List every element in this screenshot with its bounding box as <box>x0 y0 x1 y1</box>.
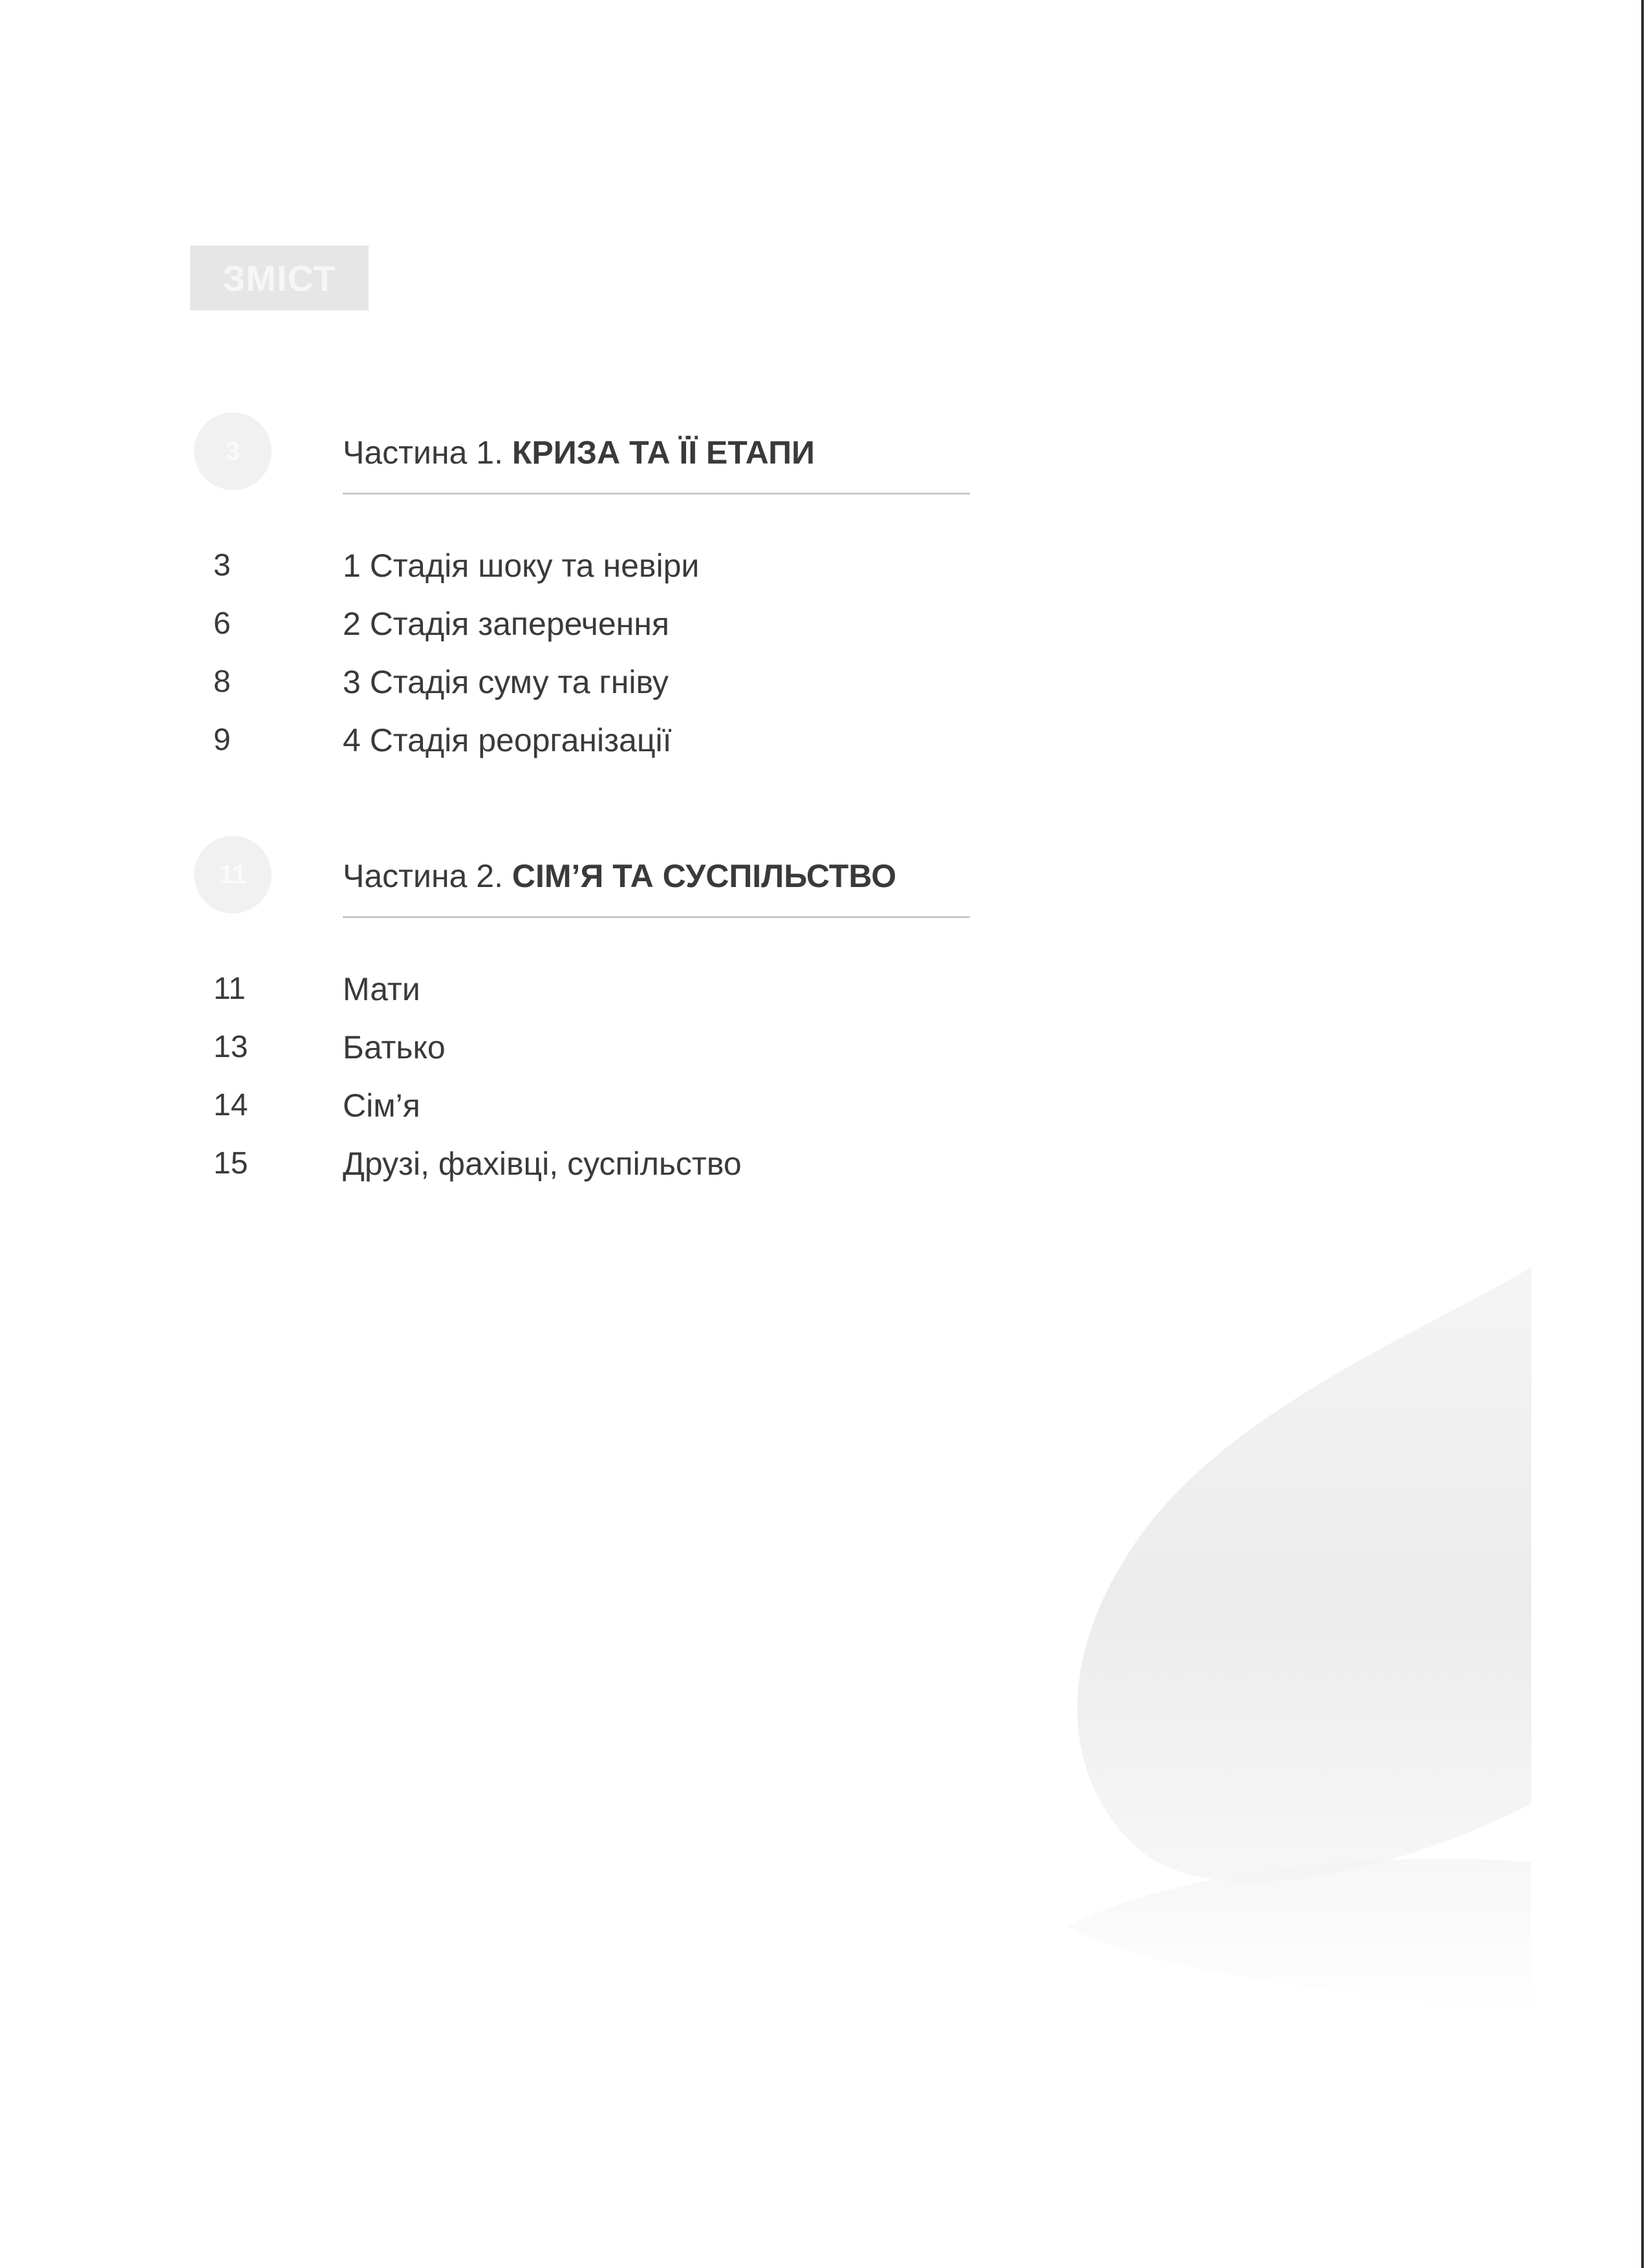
toc-entry-list <box>0 960 1649 1193</box>
toc-entry[interactable] <box>0 537 1649 595</box>
section-badge <box>194 412 272 490</box>
entry-page-number: 14 <box>213 1088 248 1122</box>
toc-entry[interactable] <box>0 1018 1649 1076</box>
section-title <box>343 427 815 478</box>
toc-heading: ЗМІСТ <box>222 257 336 299</box>
entry-page-number: 3 <box>213 548 231 583</box>
entry-title: 2 Стадія заперечення <box>343 606 669 642</box>
entry-title: 3 Стадія суму та гніву <box>343 664 669 700</box>
part-name: КРИЗА ТА ЇЇ ЕТАПИ <box>512 434 815 471</box>
toc-entry[interactable] <box>0 653 1649 711</box>
section-badge-number: 3 <box>225 436 241 465</box>
section-divider <box>343 493 970 495</box>
entry-page-number: 15 <box>213 1146 248 1181</box>
toc-entry-list <box>0 537 1649 769</box>
section-title <box>343 850 896 902</box>
section-badge <box>194 836 272 914</box>
entry-title: 1 Стадія шоку та невіри <box>343 548 700 584</box>
toc-heading-box <box>190 246 369 310</box>
part-label: Частина 2. <box>343 858 503 894</box>
toc-entry[interactable] <box>0 1135 1649 1193</box>
part-name: СІМ’Я ТА СУСПІЛЬСТВО <box>512 858 897 894</box>
section-badge-number: 11 <box>219 860 247 889</box>
entry-page-number: 11 <box>213 972 246 1006</box>
entry-page-number: 13 <box>213 1030 248 1064</box>
entry-title: Друзі, фахівці, суспільство <box>343 1146 742 1182</box>
entry-page-number: 6 <box>213 606 231 641</box>
entry-title: Батько <box>343 1029 446 1065</box>
part-label: Частина 1. <box>343 434 503 471</box>
entry-title: Мати <box>343 971 420 1007</box>
toc-entry[interactable] <box>0 595 1649 653</box>
entry-page-number: 8 <box>213 665 231 699</box>
toc-entry[interactable] <box>0 711 1649 769</box>
toc-entry[interactable] <box>0 960 1649 1018</box>
toc-entry[interactable] <box>0 1076 1649 1135</box>
entry-title: 4 Стадія реорганізації <box>343 722 672 758</box>
entry-page-number: 9 <box>213 723 231 757</box>
entry-title: Сім’я <box>343 1087 420 1124</box>
section-divider <box>343 916 970 918</box>
